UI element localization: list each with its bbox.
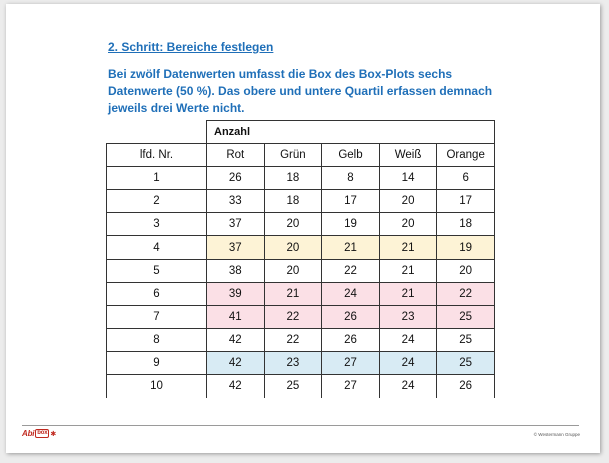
group-header-anzahl: Anzahl <box>207 121 495 144</box>
value-cell: 33 <box>207 190 265 213</box>
logo-text: Abi <box>22 429 35 438</box>
value-cell: 22 <box>264 328 322 351</box>
row-number-cell: 9 <box>107 351 207 374</box>
footer-divider <box>22 425 579 426</box>
table-row <box>107 190 495 213</box>
value-cell: 21 <box>379 282 437 305</box>
value-cell: 21 <box>322 236 380 259</box>
table-row <box>107 213 495 236</box>
row-number-cell: 10 <box>107 375 207 398</box>
value-cell: 14 <box>379 167 437 190</box>
value-cell: 18 <box>437 213 495 236</box>
intro-text <box>108 66 508 117</box>
value-cell: 24 <box>379 375 437 398</box>
column-header-gruen: Grün <box>264 144 322 167</box>
value-cell: 27 <box>322 375 380 398</box>
value-cell: 42 <box>207 375 265 398</box>
star-icon: ✱ <box>50 430 57 438</box>
value-cell: 20 <box>264 213 322 236</box>
column-header-gelb: Gelb <box>322 144 380 167</box>
value-cell: 8 <box>322 167 380 190</box>
row-number-cell: 6 <box>107 282 207 305</box>
data-table <box>106 120 495 398</box>
table-row <box>107 259 495 282</box>
value-cell: 25 <box>437 328 495 351</box>
row-number-cell: 4 <box>107 236 207 259</box>
value-cell: 27 <box>322 351 380 374</box>
table-group-header-row <box>107 121 495 144</box>
value-cell: 37 <box>207 213 265 236</box>
row-number-cell: 7 <box>107 305 207 328</box>
value-cell: 26 <box>322 305 380 328</box>
table-row <box>107 328 495 351</box>
value-cell: 20 <box>437 259 495 282</box>
value-cell: 37 <box>207 236 265 259</box>
table-body <box>107 167 495 398</box>
value-cell: 25 <box>437 305 495 328</box>
value-cell: 17 <box>437 190 495 213</box>
value-cell: 42 <box>207 328 265 351</box>
intro-line: Datenwerte (50 %). Das obere und untere Quartil erfassen demnach <box>108 84 493 98</box>
slide <box>6 4 600 453</box>
table-row <box>107 305 495 328</box>
value-cell: 23 <box>264 351 322 374</box>
value-cell: 24 <box>322 282 380 305</box>
value-cell: 20 <box>264 236 322 259</box>
value-cell: 25 <box>264 375 322 398</box>
intro-line: Bei zwölf Datenwerten umfasst die Box des Box-Plots sechs <box>108 67 453 81</box>
table-corner <box>107 121 207 144</box>
table-row <box>107 375 495 398</box>
value-cell: 42 <box>207 351 265 374</box>
column-header-nr: lfd. Nr. <box>107 144 207 167</box>
value-cell: 26 <box>437 375 495 398</box>
table-row <box>107 167 495 190</box>
value-cell: 23 <box>379 305 437 328</box>
row-number-cell: 5 <box>107 259 207 282</box>
value-cell: 18 <box>264 190 322 213</box>
value-cell: 22 <box>437 282 495 305</box>
abibox-logo <box>22 429 56 438</box>
table-row <box>107 282 495 305</box>
value-cell: 24 <box>379 351 437 374</box>
row-number-cell: 1 <box>107 167 207 190</box>
value-cell: 19 <box>322 213 380 236</box>
section-heading: 2. Schritt: Bereiche festlegen <box>108 40 274 54</box>
value-cell: 21 <box>264 282 322 305</box>
table-row <box>107 236 495 259</box>
row-number-cell: 3 <box>107 213 207 236</box>
value-cell: 18 <box>264 167 322 190</box>
column-header-rot: Rot <box>207 144 265 167</box>
value-cell: 17 <box>322 190 380 213</box>
value-cell: 6 <box>437 167 495 190</box>
value-cell: 22 <box>264 305 322 328</box>
value-cell: 39 <box>207 282 265 305</box>
value-cell: 24 <box>379 328 437 351</box>
row-number-cell: 2 <box>107 190 207 213</box>
value-cell: 21 <box>379 236 437 259</box>
value-cell: 26 <box>322 328 380 351</box>
row-number-cell: 8 <box>107 328 207 351</box>
value-cell: 22 <box>322 259 380 282</box>
table-row <box>107 351 495 374</box>
column-header-orange: Orange <box>437 144 495 167</box>
value-cell: 19 <box>437 236 495 259</box>
logo-badge: box <box>37 430 48 436</box>
table-column-header-row <box>107 144 495 167</box>
value-cell: 20 <box>379 190 437 213</box>
intro-line: jeweils drei Werte nicht. <box>108 101 245 115</box>
value-cell: 41 <box>207 305 265 328</box>
value-cell: 26 <box>207 167 265 190</box>
value-cell: 21 <box>379 259 437 282</box>
value-cell: 38 <box>207 259 265 282</box>
value-cell: 20 <box>264 259 322 282</box>
value-cell: 20 <box>379 213 437 236</box>
publisher-credit: © Westermann Gruppe <box>533 432 580 437</box>
value-cell: 25 <box>437 351 495 374</box>
column-header-weiss: Weiß <box>379 144 437 167</box>
